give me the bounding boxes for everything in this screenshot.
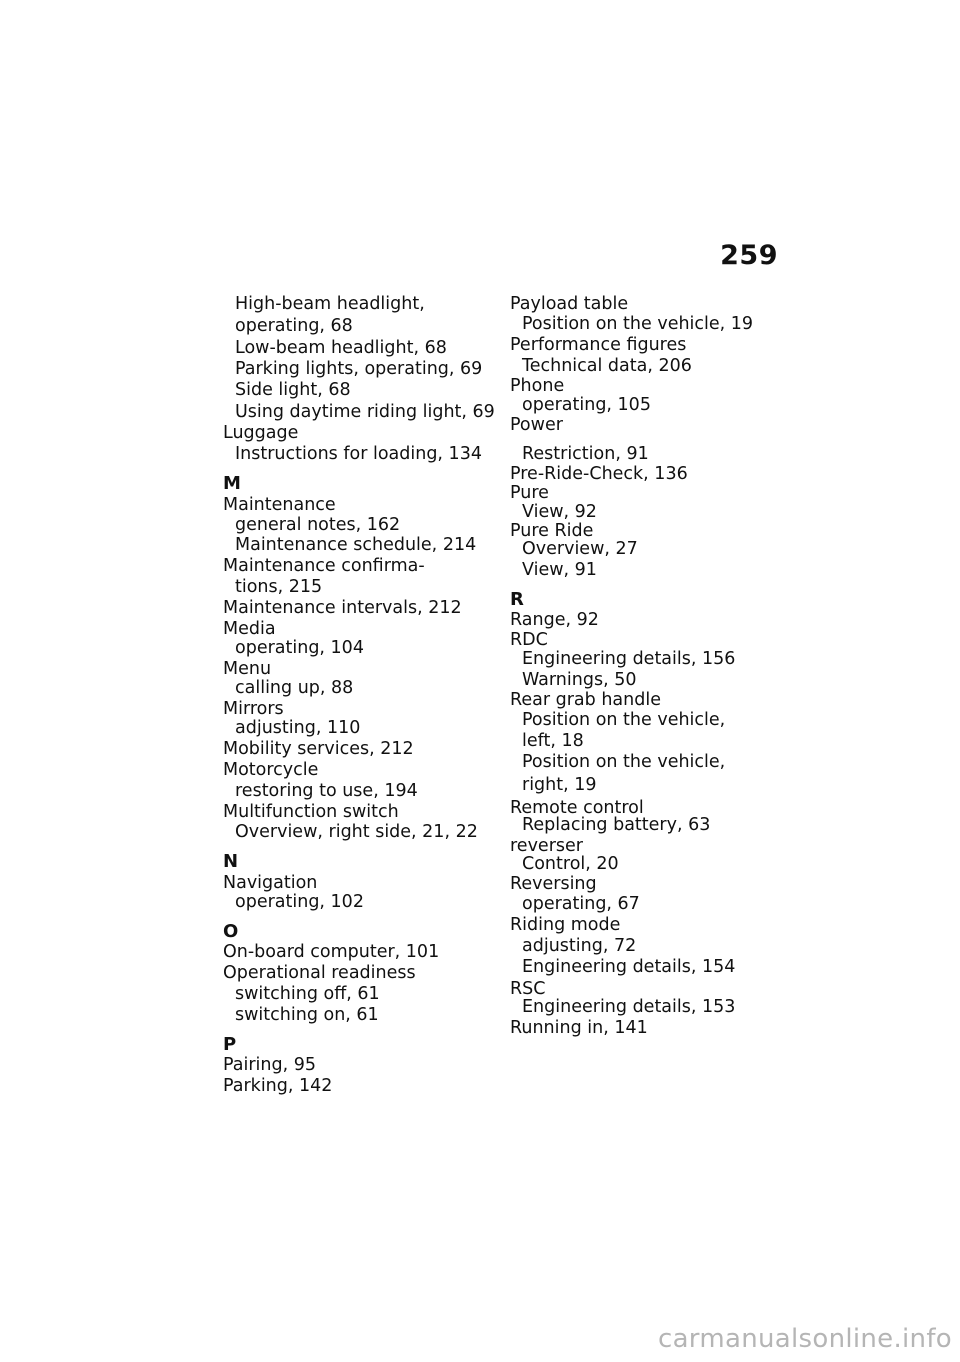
index-entry: Pure Ride — [510, 521, 594, 541]
index-subentry: operating, 105 — [522, 395, 651, 415]
index-subentry: restoring to use, 194 — [235, 781, 418, 801]
index-subentry: Technical data, 206 — [522, 356, 692, 376]
index-entry: Riding mode — [510, 915, 621, 935]
index-subentry: Overview, 27 — [522, 539, 638, 559]
index-subentry: operating, 102 — [235, 892, 364, 912]
index-entry: Rear grab handle — [510, 690, 661, 710]
index-entry: Range, 92 — [510, 610, 599, 630]
index-entry: Multifunction switch — [223, 802, 399, 822]
index-subentry: Engineering details, 154 — [522, 957, 736, 977]
index-subentry: general notes, 162 — [235, 515, 401, 535]
index-entry: Maintenance intervals, 212 — [223, 598, 462, 618]
index-letter-heading: R — [510, 589, 524, 610]
index-letter-heading: M — [223, 473, 241, 494]
index-entry: Pre-Ride-Check, 136 — [510, 464, 688, 484]
index-entry: reverser — [510, 836, 583, 856]
index-subentry: Engineering details, 153 — [522, 997, 736, 1017]
index-subentry: Overview, right side, 21, 22 — [235, 822, 478, 842]
index-subentry: Instructions for loading, 134 — [235, 444, 482, 464]
index-subentry: Using daytime riding light, 69 — [235, 402, 495, 422]
index-entry: Phone — [510, 376, 565, 396]
index-subentry: Restriction, 91 — [522, 444, 649, 464]
page-number: 259 — [720, 240, 778, 271]
index-subentry: Control, 20 — [522, 854, 619, 874]
index-entry: Maintenance confirma- — [223, 556, 425, 576]
index-entry: Parking, 142 — [223, 1076, 333, 1096]
index-entry: Operational readiness — [223, 963, 416, 983]
index-subentry: Parking lights, operating, 69 — [235, 359, 483, 379]
index-entry: Media — [223, 619, 276, 639]
index-entry: Maintenance — [223, 495, 336, 515]
index-subentry: operating, 68 — [235, 316, 353, 336]
index-entry: Pairing, 95 — [223, 1055, 317, 1075]
index-entry: Payload table — [510, 294, 629, 314]
index-subentry: Position on the vehicle, — [522, 752, 726, 772]
index-letter-heading: P — [223, 1034, 237, 1055]
index-subentry: Low-beam headlight, 68 — [235, 338, 447, 358]
index-subentry: tions, 215 — [235, 577, 323, 597]
index-entry: Remote control — [510, 798, 644, 818]
index-subentry: View, 91 — [522, 560, 597, 580]
index-subentry: switching off, 61 — [235, 984, 380, 1004]
index-subentry: Position on the vehicle, 19 — [522, 314, 754, 334]
index-entry: Running in, 141 — [510, 1018, 648, 1038]
index-subentry: adjusting, 72 — [522, 936, 637, 956]
index-entry: Reversing — [510, 874, 597, 894]
index-entry: Luggage — [223, 423, 299, 443]
index-subentry: left, 18 — [522, 731, 584, 751]
index-subentry: right, 19 — [522, 775, 597, 795]
index-entry: Navigation — [223, 873, 318, 893]
index-subentry: operating, 104 — [235, 638, 364, 658]
index-subentry: Engineering details, 156 — [522, 649, 736, 669]
index-entry: Mirrors — [223, 699, 284, 719]
index-subentry: Replacing battery, 63 — [522, 815, 711, 835]
index-entry: Pure — [510, 483, 549, 503]
watermark: carmanualsonline.info — [657, 1324, 952, 1354]
index-entry: On-board computer, 101 — [223, 942, 440, 962]
index-subentry: operating, 67 — [522, 894, 640, 914]
index-entry: Performance figures — [510, 335, 687, 355]
index-subentry: Side light, 68 — [235, 380, 351, 400]
index-entry: Power — [510, 415, 563, 435]
index-letter-heading: O — [223, 921, 239, 942]
index-subentry: View, 92 — [522, 502, 597, 522]
index-subentry: adjusting, 110 — [235, 718, 361, 738]
index-subentry: switching on, 61 — [235, 1005, 379, 1025]
index-subentry: calling up, 88 — [235, 678, 354, 698]
index-subentry: Position on the vehicle, — [522, 710, 726, 730]
index-subentry: Maintenance schedule, 214 — [235, 535, 477, 555]
index-entry: Mobility services, 212 — [223, 739, 414, 759]
index-entry: Menu — [223, 659, 272, 679]
index-subentry: High-beam headlight, — [235, 294, 425, 314]
index-entry: RDC — [510, 630, 548, 650]
index-entry: Motorcycle — [223, 760, 319, 780]
index-entry: RSC — [510, 979, 546, 999]
index-letter-heading: N — [223, 851, 239, 872]
index-subentry: Warnings, 50 — [522, 670, 637, 690]
